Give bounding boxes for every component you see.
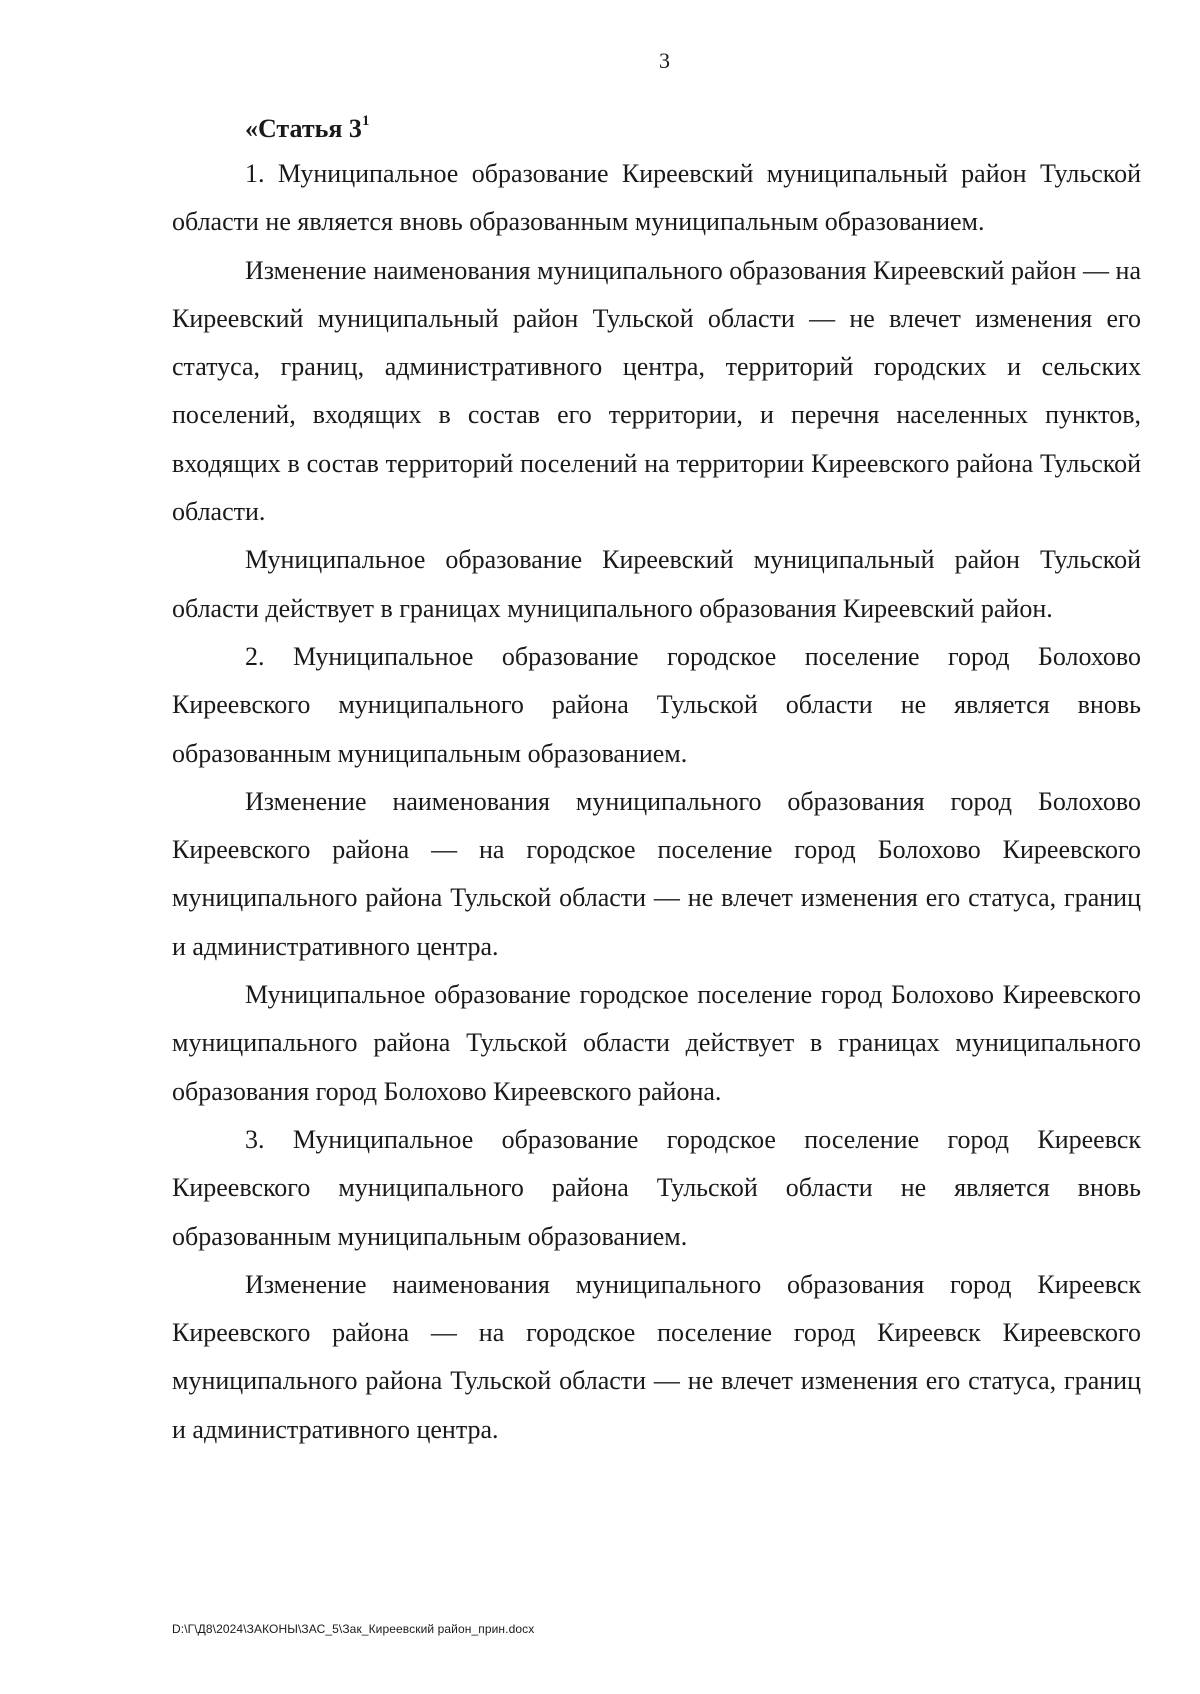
footer-file-path: D:\Г\Д8\2024\ЗАКОНЫ\ЗАС_5\Зак_Киреевский район_прин.docx <box>172 1622 535 1636</box>
paragraph-6: Муниципальное образование городское поселение город Болохово Киреевского муниципального района Тульской области действует в границах муниципального образования город Болохово Киреевского района. <box>172 980 1141 1106</box>
article-title-text: «Статья 3 <box>245 114 362 143</box>
paragraph-2: Изменение наименования муниципального образования Киреевский район — на Киреевский муниципальный район Тульской области — не влечет изменения его статуса, границ, административного центра, территорий городских и сельских поселений, входящих в состав его территории, и перечня населенных пунктов, входящих в состав территорий поселений на территории Киреевского района Тульской области. <box>172 255 1141 527</box>
article-title <box>245 114 369 144</box>
paragraph-5: Изменение наименования муниципального образования город Болохово Киреевского района — на городское поселение город Болохово Киреевского муниципального района Тульской области — не влечет изменения его статуса, границ и административного центра. <box>172 786 1141 961</box>
paragraph-7: 3. Муниципальное образование городское поселение город Киреевск Киреевского муниципального района Тульской области не является вновь образованным муниципальным образованием. <box>172 1124 1141 1251</box>
paragraph-3: Муниципальное образование Киреевский муниципальный район Тульской области действует в границах муниципального образования Киреевский район. <box>172 545 1141 623</box>
article-body <box>172 150 1141 1454</box>
paragraph-1: 1. Муниципальное образование Киреевский муниципальный район Тульской области не является вновь образованным муниципальным образованием. <box>172 159 1141 237</box>
paragraph-8: Изменение наименования муниципального образования город Киреевск Киреевского района — на городское поселение город Киреевск Киреевского муниципального района Тульской области — не влечет изменения его статуса, границ и административного центра. <box>172 1269 1141 1444</box>
paragraph-4: 2. Муниципальное образование городское поселение город Болохово Киреевского муниципального района Тульской области не является вновь образованным муниципальным образованием. <box>172 641 1141 768</box>
page-number: 3 <box>659 48 671 73</box>
article-title-superscript: 1 <box>361 113 370 130</box>
